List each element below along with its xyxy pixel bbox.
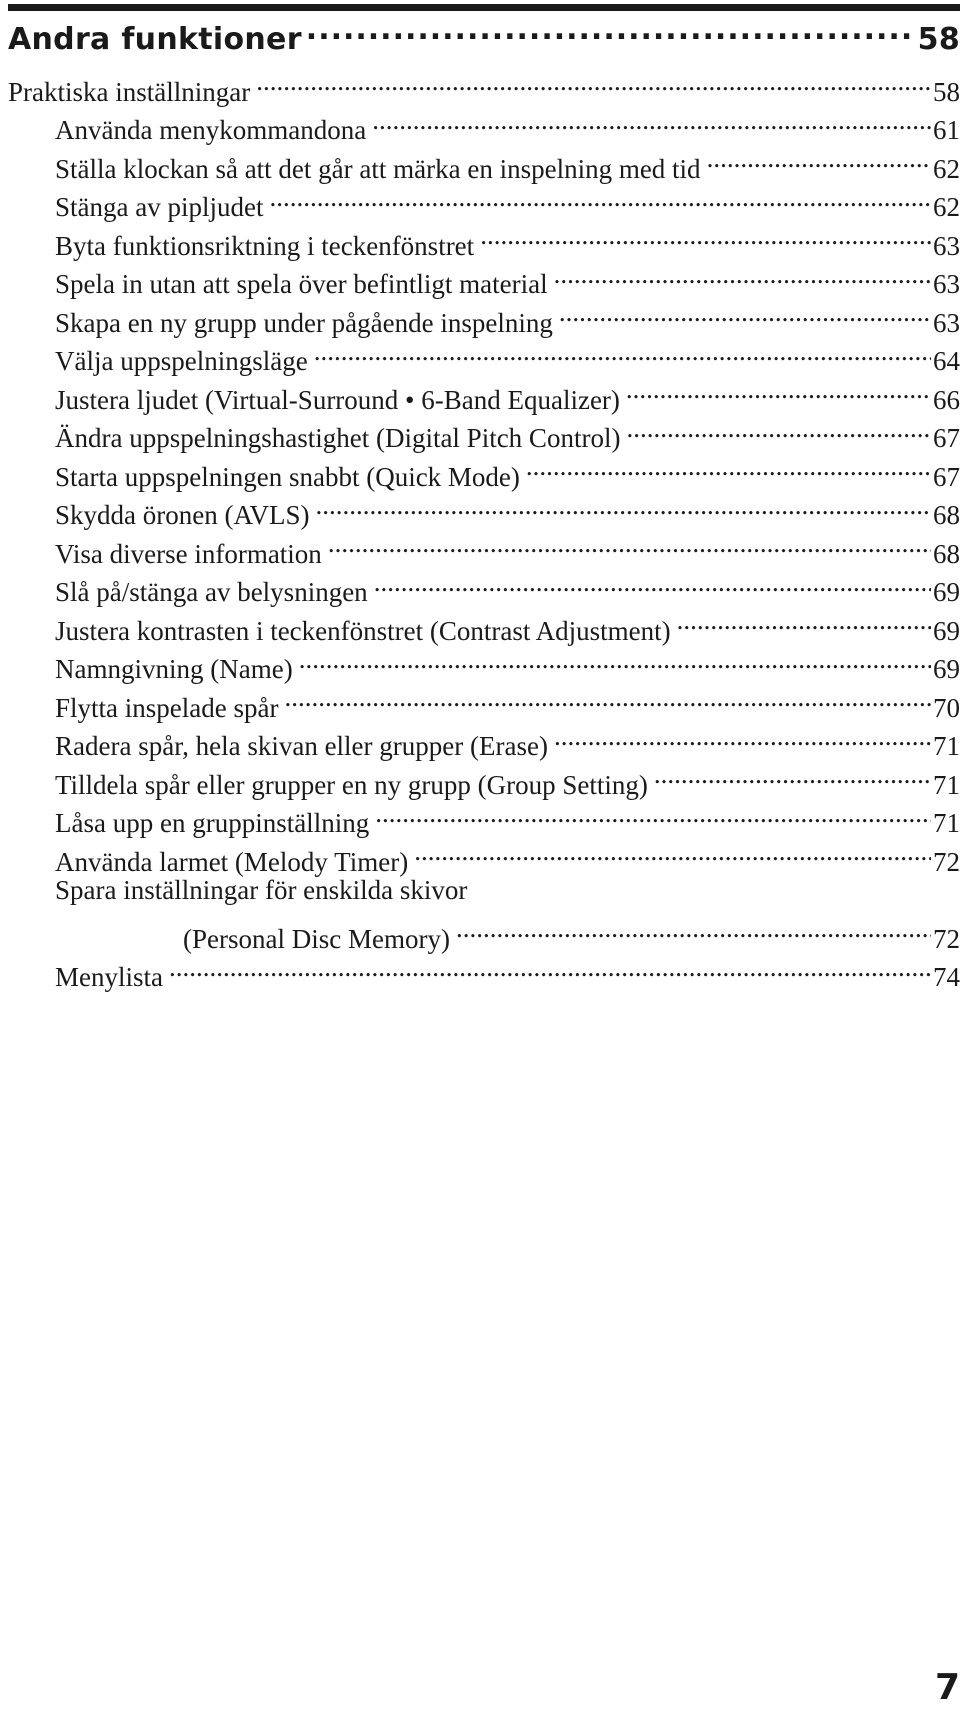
toc-leader	[707, 139, 931, 178]
toc-leader	[526, 447, 931, 486]
toc-entry-page: 68	[933, 538, 960, 569]
toc-leader	[315, 486, 931, 525]
toc-entry-page: 71	[933, 731, 960, 761]
toc-entry-page: 63	[933, 307, 960, 338]
toc-entry-title: Starta uppspelningen snabbt (Quick Mode)	[55, 461, 520, 492]
section-leader	[306, 19, 914, 49]
toc-entry-page: 69	[933, 654, 960, 684]
toc-entry-page: 66	[933, 384, 960, 415]
toc-list	[8, 62, 960, 992]
toc-entry-title: Byta funktionsriktning i teckenfönstret	[55, 230, 475, 261]
toc-entry	[8, 871, 960, 910]
toc-leader	[456, 909, 931, 948]
toc-leader	[374, 563, 931, 602]
toc-entry-page: 69	[933, 615, 960, 646]
toc-entry-title: Använda larmet (Melody Timer)	[55, 846, 409, 877]
toc-leader	[554, 255, 931, 294]
toc-entry	[8, 62, 960, 107]
toc-entry-title: Ställa klockan så att det går att märka en inspelning med tid	[55, 153, 701, 184]
toc-entry-title: Praktiska inställningar	[8, 76, 251, 107]
toc-entry-page: 67	[933, 461, 960, 492]
toc-entry-page: 74	[933, 962, 960, 992]
toc-leader	[269, 178, 931, 217]
section-page: 58	[917, 22, 960, 57]
toc-entry-title: Menylista	[55, 962, 163, 992]
toc-entry-title: Välja uppspelningsläge	[55, 346, 308, 376]
toc-entry-title: Flytta inspelade spår	[55, 692, 279, 723]
toc-entry-page: 62	[933, 192, 960, 222]
toc-entry-title: Spara inställningar för enskilda skivor	[55, 874, 468, 905]
toc-entry-page: 63	[933, 269, 960, 299]
toc-entry-page: 71	[933, 769, 960, 800]
toc-entry-title: Ändra uppspelningshastighet (Digital Pitch Control)	[55, 423, 621, 453]
toc-entry-title: (Personal Disc Memory)	[183, 923, 450, 954]
toc-entry-page: 72	[933, 923, 960, 954]
toc-entry-title: Tilldela spår eller grupper en ny grupp (Group Setting)	[55, 769, 648, 800]
toc-leader	[169, 948, 931, 987]
toc-entry-title: Använda menykommandona	[55, 115, 367, 145]
toc-entry-page: 69	[933, 577, 960, 607]
toc-entry-title: Skydda öronen (AVLS)	[55, 500, 310, 530]
page-number: 7	[934, 1667, 960, 1708]
toc-entry-title: Stänga av pipljudet	[55, 192, 264, 222]
toc-entry-title: Visa diverse information	[55, 538, 322, 569]
toc-entry-page: 61	[933, 115, 960, 145]
section-heading	[8, 19, 960, 61]
toc-entry	[8, 948, 960, 992]
top-rule	[8, 4, 960, 11]
toc-entry-page: 68	[933, 500, 960, 530]
toc-entry	[8, 909, 960, 954]
toc-leader	[256, 62, 931, 101]
toc-leader	[559, 293, 931, 332]
section-title: Andra funktioner	[8, 22, 302, 57]
toc-entry-title: Namngivning (Name)	[55, 654, 293, 684]
toc-leader	[314, 332, 931, 371]
toc-entry-page: 67	[933, 423, 960, 453]
toc-leader	[328, 524, 931, 563]
toc-leader	[554, 717, 931, 756]
toc-leader	[372, 101, 931, 140]
toc-leader	[480, 216, 931, 255]
toc-entry-page: 72	[933, 846, 960, 877]
toc-entry-title: Justera ljudet (Virtual-Surround • 6-Band Equalizer)	[55, 384, 620, 415]
toc-leader	[654, 755, 931, 794]
toc-leader	[677, 601, 931, 640]
toc-entry-page: 58	[933, 76, 960, 107]
toc-leader	[299, 640, 931, 679]
toc-entry-title: Justera kontrasten i teckenfönstret (Contrast Adjustment)	[55, 615, 671, 646]
toc-leader	[375, 794, 931, 833]
toc-entry-title: Radera spår, hela skivan eller grupper (Erase)	[55, 731, 548, 761]
toc-leader	[626, 370, 931, 409]
toc-entry-page: 62	[933, 153, 960, 184]
toc-entry-title: Spela in utan att spela över befintligt material	[55, 269, 548, 299]
toc-entry-page: 71	[933, 808, 960, 838]
toc-entry-title: Skapa en ny grupp under pågående inspelning	[55, 307, 553, 338]
toc-entry-page: 64	[933, 346, 960, 376]
toc-entry-title: Låsa upp en gruppinställning	[55, 808, 370, 838]
toc-leader	[284, 678, 931, 717]
toc-entry-title: Slå på/stänga av belysningen	[55, 577, 368, 607]
toc-leader	[414, 832, 931, 871]
toc-entry-page: 70	[933, 692, 960, 723]
toc-entry-page: 63	[933, 230, 960, 261]
toc-leader	[626, 409, 931, 448]
